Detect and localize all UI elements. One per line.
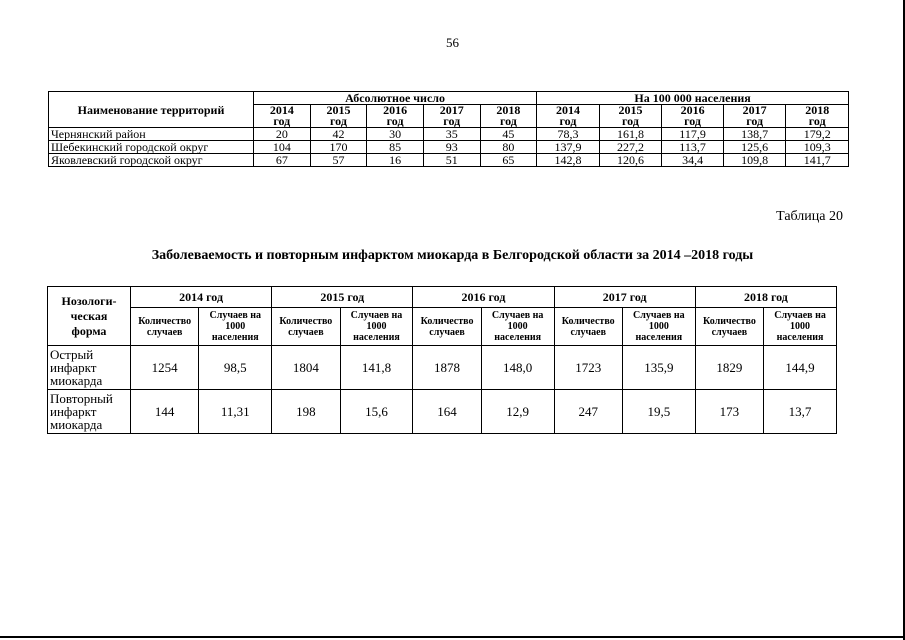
year-group-header: 2014 год	[131, 287, 272, 308]
table-cell: 179,2	[786, 128, 849, 141]
territory-name: Чернянский район	[49, 128, 254, 141]
rate-subheader: Случаев на 1000 населения	[481, 308, 554, 346]
territory-name: Шебекинский городской округ	[49, 141, 254, 154]
territory-table	[48, 91, 849, 167]
table-row	[49, 141, 849, 154]
table-cell: 170	[310, 141, 367, 154]
nosology-column-header: Нозологи- ческая форма	[48, 287, 131, 346]
table-row	[49, 128, 849, 141]
table-heading: Заболеваемость и повторным инфарктом миокарда в Белгородской области за 2014 –2018 годы	[151, 248, 754, 263]
absolute-number-group-header: Абсолютное число	[254, 92, 537, 105]
per-100000-group-header: На 100 000 населения	[537, 92, 849, 105]
year-header: 2018 год	[480, 105, 537, 128]
territory-column-header: Наименование территорий	[49, 92, 254, 128]
table-cell: 144,9	[764, 346, 837, 390]
count-subheader: Количество случаев	[413, 308, 481, 346]
table-cell: 85	[367, 141, 424, 154]
table-cell: 35	[423, 128, 480, 141]
table-cell: 142,8	[537, 154, 600, 167]
table-cell: 117,9	[662, 128, 724, 141]
year-header: 2015 год	[310, 105, 367, 128]
table-header-row	[48, 287, 837, 308]
table-cell: 20	[254, 128, 311, 141]
table-cell: 16	[367, 154, 424, 167]
page-bottom-edge	[0, 636, 905, 638]
table-row	[48, 390, 837, 434]
rate-subheader: Случаев на 1000 населения	[764, 308, 837, 346]
table-row	[49, 154, 849, 167]
table-cell: 80	[480, 141, 537, 154]
table-cell: 34,4	[662, 154, 724, 167]
table-cell: 12,9	[481, 390, 554, 434]
table-cell: 104	[254, 141, 311, 154]
table-cell: 1804	[272, 346, 340, 390]
table-cell: 137,9	[537, 141, 600, 154]
table-cell: 141,7	[786, 154, 849, 167]
table-cell: 141,8	[340, 346, 413, 390]
table-cell: 135,9	[622, 346, 695, 390]
territory-name: Яковлевский городской округ	[49, 154, 254, 167]
nosology-label: Острый инфаркт миокарда	[48, 346, 131, 390]
count-subheader: Количество случаев	[272, 308, 340, 346]
table-cell: 13,7	[764, 390, 837, 434]
table-cell: 198	[272, 390, 340, 434]
table-cell: 65	[480, 154, 537, 167]
table-label: Таблица 20	[776, 209, 843, 224]
table-cell: 19,5	[622, 390, 695, 434]
table-cell: 15,6	[340, 390, 413, 434]
table-cell: 247	[554, 390, 622, 434]
table-cell: 42	[310, 128, 367, 141]
table-cell: 11,31	[199, 390, 272, 434]
rate-subheader: Случаев на 1000 населения	[340, 308, 413, 346]
year-header: 2015 год	[599, 105, 662, 128]
table-cell: 120,6	[599, 154, 662, 167]
year-group-header: 2017 год	[554, 287, 695, 308]
table-cell: 57	[310, 154, 367, 167]
year-header: 2017 год	[423, 105, 480, 128]
table-cell: 30	[367, 128, 424, 141]
table-cell: 148,0	[481, 346, 554, 390]
year-header: 2014 год	[537, 105, 600, 128]
table-cell: 161,8	[599, 128, 662, 141]
count-subheader: Количество случаев	[554, 308, 622, 346]
table-cell: 51	[423, 154, 480, 167]
page-number: 56	[446, 35, 459, 50]
myocardial-infarction-table	[47, 286, 837, 434]
table-cell: 98,5	[199, 346, 272, 390]
table-cell: 138,7	[723, 128, 786, 141]
year-header: 2018 год	[786, 105, 849, 128]
year-header: 2017 год	[723, 105, 786, 128]
table-cell: 1254	[131, 346, 199, 390]
table-cell: 78,3	[537, 128, 600, 141]
year-header: 2016 год	[367, 105, 424, 128]
table-cell: 125,6	[723, 141, 786, 154]
table-cell: 164	[413, 390, 481, 434]
table-cell: 93	[423, 141, 480, 154]
table-cell: 109,3	[786, 141, 849, 154]
rate-subheader: Случаев на 1000 населения	[622, 308, 695, 346]
table-subheader-row	[48, 308, 837, 346]
table-cell: 109,8	[723, 154, 786, 167]
table-cell: 1829	[695, 346, 763, 390]
table-cell: 45	[480, 128, 537, 141]
table-cell: 1878	[413, 346, 481, 390]
table-cell: 67	[254, 154, 311, 167]
nosology-label: Повторный инфаркт миокарда	[48, 390, 131, 434]
rate-subheader: Случаев на 1000 населения	[199, 308, 272, 346]
year-header: 2016 год	[662, 105, 724, 128]
table-row	[48, 346, 837, 390]
count-subheader: Количество случаев	[131, 308, 199, 346]
table-cell: 144	[131, 390, 199, 434]
table-cell: 227,2	[599, 141, 662, 154]
year-header: 2014 год	[254, 105, 311, 128]
year-group-header: 2016 год	[413, 287, 554, 308]
table-cell: 1723	[554, 346, 622, 390]
count-subheader: Количество случаев	[695, 308, 763, 346]
year-group-header: 2018 год	[695, 287, 836, 308]
year-group-header: 2015 год	[272, 287, 413, 308]
table-cell: 173	[695, 390, 763, 434]
table-cell: 113,7	[662, 141, 724, 154]
